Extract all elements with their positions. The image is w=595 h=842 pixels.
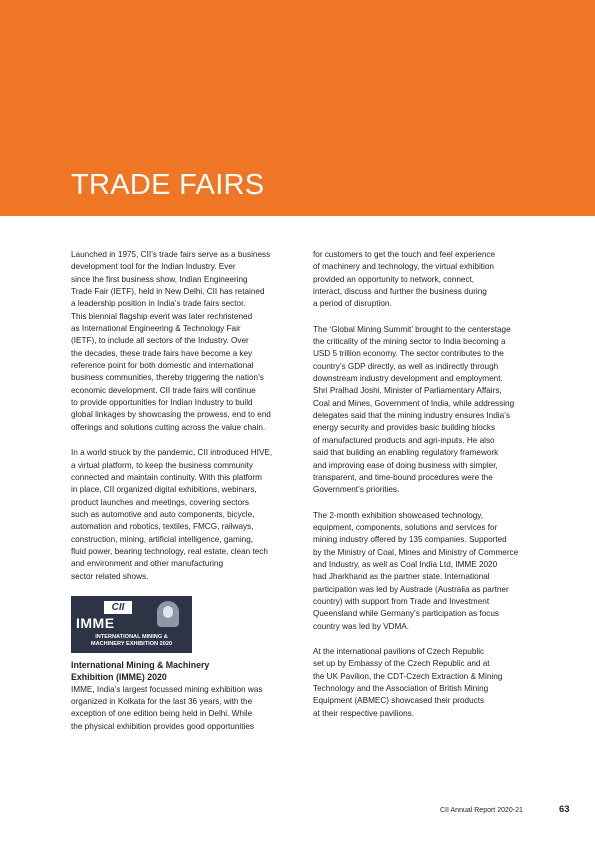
imme-logo-subtitle: INTERNATIONAL MINING & MACHINERY EXHIBITION 2020 [90,633,173,647]
page-number: 63 [559,804,570,815]
cii-logo-mark: CII [104,601,132,614]
report-label: CII Annual Report 2020-21 [440,807,523,814]
left-column [71,249,303,746]
virtual-exhibition-paragraph: for customers to get the touch and feel experience of machinery and technology, the virtual exhibition provided an opportunity to network, connect, interact, discuss and further the business during a period of disruption. [313,250,496,309]
exhibition-showcase-paragraph: The 2-month exhibition showcased technology, equipment, components, solutions and services for mining industry offered by 135 companies. Supported by the Ministry of Coal, Mines and Ministry of Commerce and Industry, as well as Coal India Ltd, IMME 2020 had Jharkhand as the partner state. International participation was led by Austrade (Australia as partner country) with support from Trade and Investment Queensland while Germany’s participation as focus country was led by VDMA. [313,510,519,631]
imme-intro-paragraph: IMME, India’s largest focussed mining exhibition was organized in Kolkata for the last 36 years, with the exception of one edition being held in Delhi. While the physical exhibition provides good opportunities [71,684,263,731]
miner-emblem-icon [157,601,179,627]
imme-section-heading: International Mining & Machinery Exhibition (IMME) 2020 [71,659,210,683]
page-title: TRADE FAIRS [71,169,265,201]
mining-summit-paragraph: The ‘Global Mining Summit’ brought to the centerstage the criticality of the mining sector to India becoming a USD 5 trillion economy. The sector contributes to the country’s GDP directly, as well as indirectly through downstream industry development and employment. Shri Pralhad Joshi, Minister of Parliamentary Affairs, Coal and Mines, Government of India, while addressing delegates said that the mining industry ensures India’s energy security and provides basic building blocks of manufactured products and agri-inputs. He also said that building an enabling regulatory framework and improving ease of doing business with simpler, transparent, and time-bound procedures were the Government’s priorities. [313,324,515,495]
intro-paragraph: Launched in 1975, CII’s trade fairs serve as a business development tool for the Indian Industry. Ever since the first business show, Indian Engineering Trade Fair (IETF), held in New Delhi, CII has retained a leadership position in India’s trade fairs sector. This biennial flagship event was later rechristened as International Engineering & Technology Fair (IETF), to include all sectors of the Industry. Over the decades, these trade fairs have become a key reference point for both domestic and international business communities, thereby triggering the nation’s economic development. CII trade fairs will continue to provide opportunities for Indian Industry to build global linkages by showcasing the prowess, end to end offerings and solutions cutting across the value chain. [71,250,271,432]
header-banner [0,0,595,216]
imme-logo-text: IMME [76,614,115,631]
right-column [313,249,545,733]
imme-logo [71,596,192,653]
hive-paragraph: In a world struck by the pandemic, CII introduced HIVE, a virtual platform, to keep the business community connected and maintain continuity. With this platform in place, CII organized digital exhibitions, webinars, product launches and meetings, covering sectors such as automotive and auto components, bicycle, automation and robotics, textiles, FMCG, railways, construction, mining, artificial intelligence, gaming, fluid power, bearing technology, real estate, clean tech and environment and other manufacturing sector related shows. [71,448,273,581]
international-pavilions-paragraph: At the international pavilions of Czech Republic set up by Embassy of the Czech Republic and at the UK Pavilion, the CDT-Czech Extraction & Mining Technology and the Association of British Mining Equipment (ABMEC) showcased their products at their respective pavilions. [313,646,503,718]
